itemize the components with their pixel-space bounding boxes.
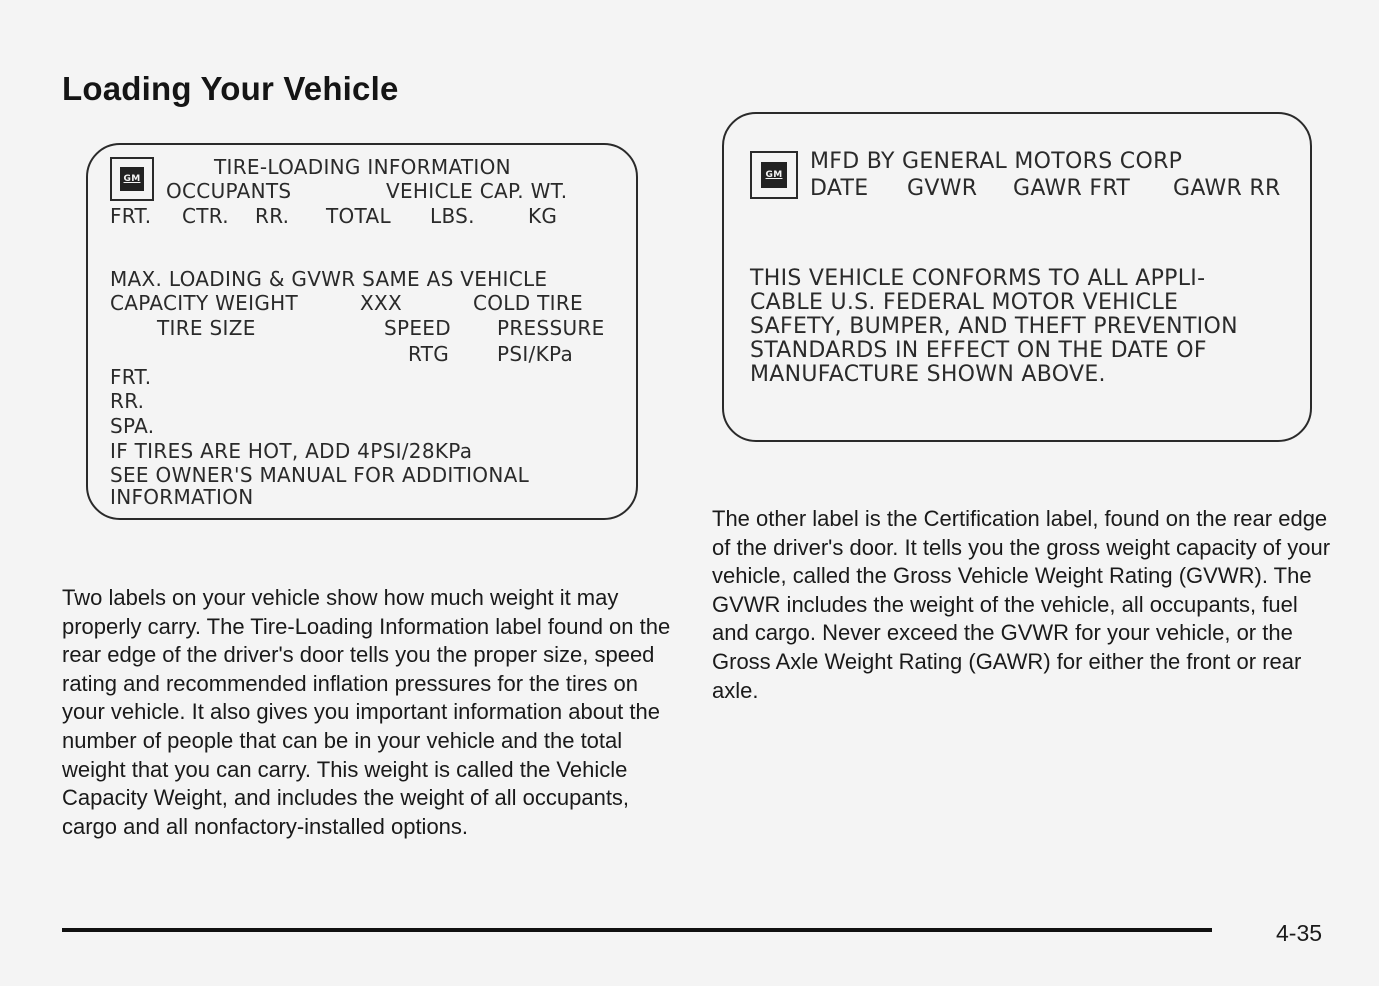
tire-size-header: TIRE SIZE — [157, 316, 256, 340]
frt-col-header: FRT. — [110, 204, 152, 228]
see-manual-note: SEE OWNER'S MANUAL FOR ADDITIONAL — [110, 463, 530, 487]
row-rr: RR. — [110, 389, 145, 413]
kg-col-header: KG — [528, 204, 558, 228]
hot-tire-note: IF TIRES ARE HOT, ADD 4PSI/28KPa — [110, 439, 473, 463]
capacity-weight-label: CAPACITY WEIGHT — [110, 291, 298, 315]
cold-tire-header: COLD TIRE — [473, 291, 583, 315]
psi-kpa-header: PSI/KPa — [497, 342, 574, 366]
gm-logo — [750, 151, 798, 199]
occupants-header: OCCUPANTS — [166, 179, 292, 203]
max-loading-text: MAX. LOADING & GVWR SAME AS VEHICLE — [110, 267, 548, 291]
row-frt: FRT. — [110, 365, 152, 389]
total-col-header: TOTAL — [326, 204, 391, 228]
conformance-line-4: STANDARDS IN EFFECT ON THE DATE OF — [750, 338, 1207, 363]
page-title: Loading Your Vehicle — [62, 70, 399, 107]
conformance-line-1: THIS VEHICLE CONFORMS TO ALL APPLI- — [750, 266, 1206, 291]
row-spa: SPA. — [110, 414, 155, 438]
conformance-line-2: CABLE U.S. FEDERAL MOTOR VEHICLE — [750, 290, 1179, 315]
gm-logo-text: GM — [761, 162, 787, 188]
speed-header: SPEED — [384, 316, 451, 340]
conformance-line-3: SAFETY, BUMPER, AND THEFT PREVENTION — [750, 314, 1238, 339]
page-number: 4-35 — [1276, 920, 1323, 946]
certification-label — [722, 112, 1312, 442]
gawr-rr-field: GAWR RR — [1173, 176, 1281, 201]
tire-label-heading: TIRE-LOADING INFORMATION — [214, 155, 511, 179]
rr-col-header: RR. — [255, 204, 290, 228]
certification-paragraph: The other label is the Certification label, found on the rear edge of the driver's door. It tells you the gross weight capacity of your vehicle, called the Gross Vehicle Weight Rating (GVWR). The GVWR includes the weight of the vehicle, all occupants, fuel and cargo. Never exceed the GVWR for your vehicle, or the Gross Axle Weight Rating (GAWR) for either the front or rear axle. — [712, 506, 1331, 703]
ctr-col-header: CTR. — [182, 204, 229, 228]
gawr-frt-field: GAWR FRT — [1013, 176, 1131, 201]
tire-loading-label — [86, 143, 638, 520]
gvwr-field: GVWR — [907, 176, 978, 201]
footer-rule — [62, 928, 1212, 932]
mfd-text: MFD BY GENERAL MOTORS CORP — [810, 149, 1183, 174]
lbs-col-header: LBS. — [430, 204, 475, 228]
gm-logo-text: GM — [120, 167, 144, 191]
capacity-weight-value: XXX — [360, 291, 403, 315]
vehicle-cap-header: VEHICLE CAP. WT. — [386, 179, 568, 203]
tire-loading-paragraph: Two labels on your vehicle show how much weight it may properly carry. The Tire-Loading Information label found on the rear edge of the driver's door tells you the proper size, speed rating and recommended inflation pressures for the tires on your vehicle. It also gives you important information about the number of people that can be in your vehicle and the total weight that you can carry. This weight is called the Vehicle Capacity Weight, and includes the weight of all occupants, cargo and all nonfactory-installed options. — [62, 585, 671, 839]
date-field: DATE — [810, 176, 869, 201]
conformance-line-5: MANUFACTURE SHOWN ABOVE. — [750, 362, 1106, 387]
information-note: INFORMATION — [110, 485, 254, 509]
rtg-header: RTG — [408, 342, 450, 366]
pressure-header: PRESSURE — [497, 316, 605, 340]
gm-logo — [110, 157, 154, 201]
